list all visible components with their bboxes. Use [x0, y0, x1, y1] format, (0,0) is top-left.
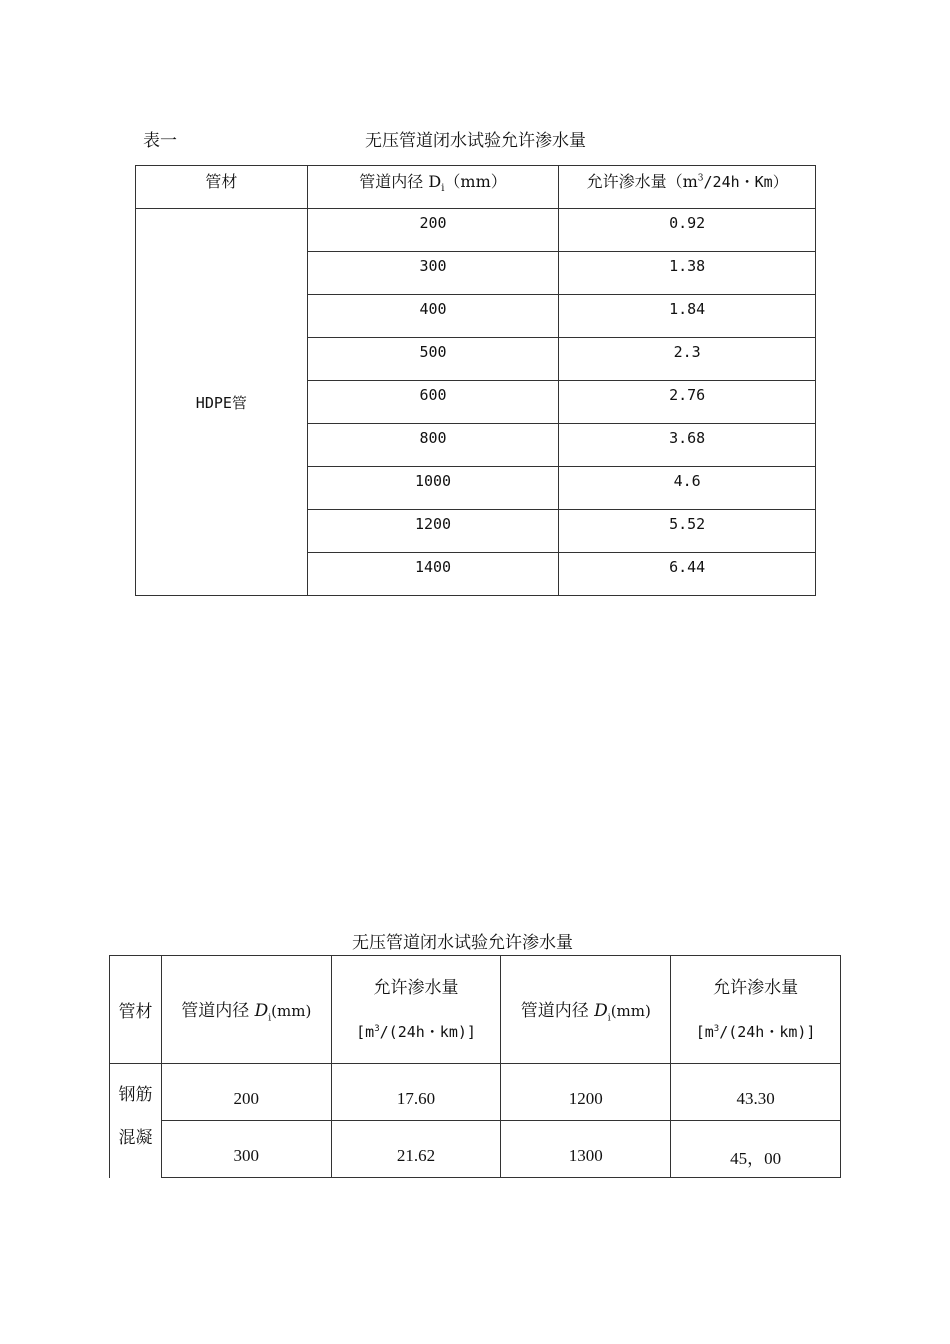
table2-seepage-cell: 21.62	[331, 1121, 501, 1178]
table2-diameter-cell: 1200	[501, 1064, 671, 1121]
table1-title: 无压管道闭水试验允许渗水量	[365, 131, 586, 151]
table1-seepage-cell: 1.38	[559, 252, 816, 295]
table1-seepage-cell: 6.44	[559, 553, 816, 596]
table1-diameter-cell: 600	[307, 381, 559, 424]
table2-header-seepage-1: 允许渗水量 [$m^3/(24h$・km)]	[331, 956, 501, 1064]
table1-diameter-cell: 400	[307, 295, 559, 338]
table2-diameter-cell: 200	[161, 1064, 331, 1121]
table-row	[110, 1064, 841, 1121]
table2-header-diameter-2: 管道内径 $D_i(mm)$	[501, 956, 671, 1064]
table1-material-cell: HDPE管	[136, 209, 308, 596]
table2-diameter-cell: 300	[161, 1121, 331, 1178]
table2-header-seepage-2: 允许渗水量 [$m^3/(24h$・km)]	[671, 956, 841, 1064]
table2-seepage-cell: 45，00	[671, 1121, 841, 1178]
table2-material-cell: 钢筋	[110, 1064, 162, 1121]
table2-diameter-cell: 1300	[501, 1121, 671, 1178]
table1-diameter-cell: 200	[307, 209, 559, 252]
table1-diameter-cell: 1200	[307, 510, 559, 553]
table1-diameter-cell: 800	[307, 424, 559, 467]
table1-diameter-cell: 1400	[307, 553, 559, 596]
table2-seepage-cell: 17.60	[331, 1064, 501, 1121]
table2	[109, 955, 841, 1178]
table2-title: 无压管道闭水试验允许渗水量	[352, 933, 573, 953]
table-row	[110, 1121, 841, 1178]
table2-material-cell: 混凝	[110, 1121, 162, 1178]
table1-seepage-cell: 0.92	[559, 209, 816, 252]
table2-seepage-cell: 43.30	[671, 1064, 841, 1121]
table1-seepage-cell: 3.68	[559, 424, 816, 467]
table2-header-diameter-1: 管道内径 $D_i(mm)$	[161, 956, 331, 1064]
table1-seepage-cell: 1.84	[559, 295, 816, 338]
table1-seepage-cell: 2.3	[559, 338, 816, 381]
table1-seepage-cell: 5.52	[559, 510, 816, 553]
table2-header-row	[110, 956, 841, 1064]
table1-seepage-cell: 2.76	[559, 381, 816, 424]
table1-diameter-cell: 1000	[307, 467, 559, 510]
table1	[135, 165, 816, 596]
table1-header-seepage: 允许渗水量（$m^3/24h$・Km）	[559, 166, 816, 209]
table1-seepage-cell: 4.6	[559, 467, 816, 510]
table1-header-material: 管材	[136, 166, 308, 209]
table1-header-row	[136, 166, 816, 209]
table1-diameter-cell: 300	[307, 252, 559, 295]
table-row	[136, 209, 816, 252]
table1-diameter-cell: 500	[307, 338, 559, 381]
table2-header-material: 管材	[110, 956, 162, 1064]
table1-label: 表一	[143, 131, 177, 151]
table1-header-diameter: 管道内径 $D_i(mm)$	[307, 166, 559, 209]
